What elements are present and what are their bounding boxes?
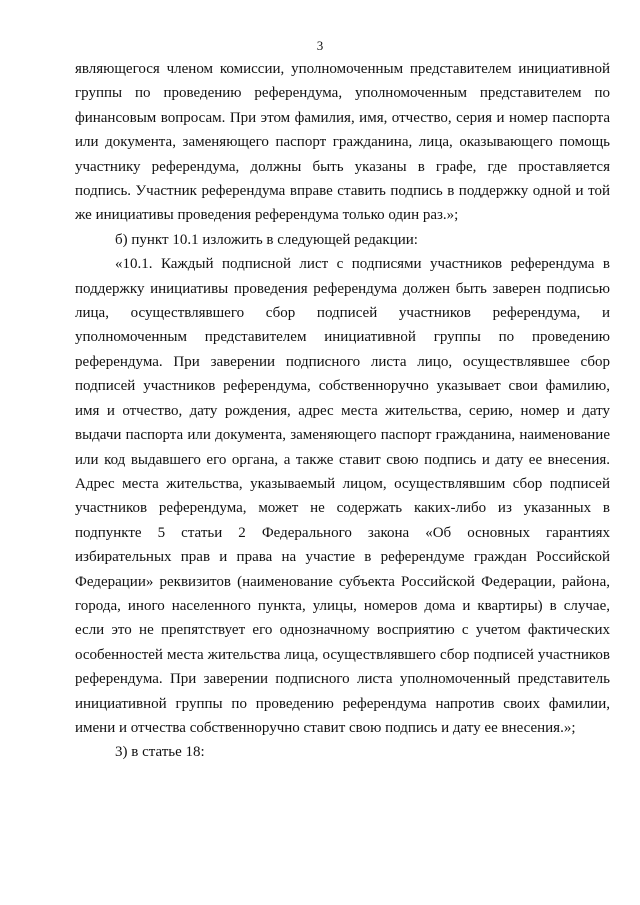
document-body [75,57,610,765]
paragraph-clause-10-1: «10.1. Каждый подписной лист с подписями участников референдума в поддержку инициативы проведения референдума должен быть заверен подписью лица, осуществлявшего сбор подписей участников референдума, и уполномоченным представителем инициативной группы по проведению референдума. При заверении подписного листа лицо, осуществлявшее сбор подписей участников референдума, собственноручно указывает свои фамилию, имя и отчество, дату рождения, адрес места жительства, серию, номер и дату выдачи паспорта или документа, заменяющего паспорт гражданина, наименование или код выдавшего его органа, а также ставит свою подпись и дату ее внесения. Адрес места жительства, указываемый лицом, осуществлявшим сбор подписей участников референдума, может не содержать каких-либо из указанных в подпункте 5 статьи 2 Федерального закона «Об основных гарантиях избирательных прав и права на участие в референдуме граждан Российской Федерации» реквизитов (наименование субъекта Российской Федерации, района, города, иного населенного пункта, улицы, номеров дома и квартиры) в случае, если это не препятствует его однозначному восприятию с учетом фактических особенностей места жительства лица, осуществлявшего сбор подписей участников референдума. При заверении подписного листа уполномоченный представитель инициативной группы по проведению референдума напротив своих фамилии, имени и отчества собственноручно ставит свою подпись и дату ее внесения.»; [75,256,610,736]
page-number: 3 [316,38,324,53]
paragraph-amendment-b: б) пункт 10.1 изложить в следующей редакции: [115,231,418,248]
paragraph-continuation: являющегося членом комиссии, уполномоченным представителем инициативной группы по проведению референдума, уполномоченным представителем по финансовым вопросам. При этом фамилия, имя, отчество, серия и номер паспорта или документа, заменяющего паспорт гражданина, лица, оказывающего помощь участнику референдума, должны быть указаны в графе, где проставляется подпись. Участник референдума вправе ставить подпись в поддержку одной и той же инициативы проведения референдума только один раз.»; [75,61,610,224]
paragraph-article-18: 3) в статье 18: [115,744,205,761]
